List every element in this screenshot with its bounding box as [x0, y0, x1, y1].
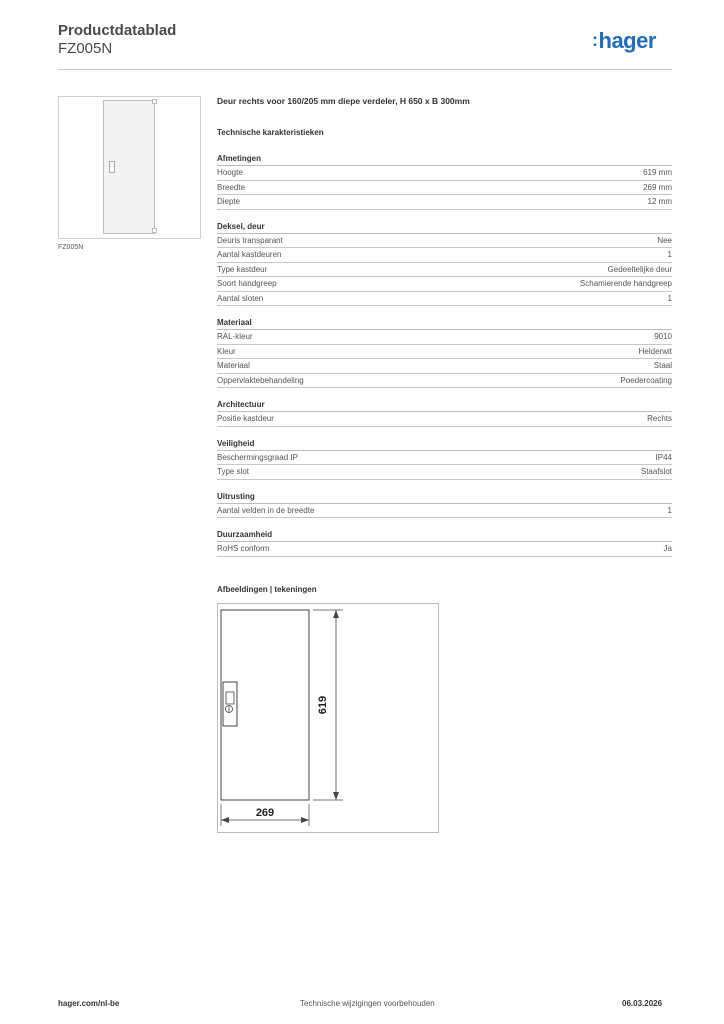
spec-label: RoHS conform	[217, 544, 270, 553]
product-description: Deur rechts voor 160/205 mm diepe verdeler, H 650 x B 300mm	[217, 96, 470, 106]
spec-label: Type slot	[217, 467, 250, 476]
handle-grip	[226, 692, 234, 704]
footer-website-link[interactable]: hager.com/nl-be	[58, 999, 120, 1008]
spec-label: Aantal kastdeuren	[217, 250, 282, 259]
spec-row	[217, 504, 672, 519]
spec-value: Poedercoating	[620, 375, 672, 385]
logo-dots-icon: :	[592, 30, 598, 50]
spec-row	[217, 451, 672, 466]
section-title: Deksel, deur	[217, 220, 672, 234]
spec-value: Schamierende handgreep	[579, 279, 672, 288]
spec-row	[217, 292, 672, 307]
hager-logo[interactable]: :hager	[592, 28, 656, 53]
width-label: 269	[255, 807, 275, 819]
spec-label: Hoogte	[217, 168, 243, 177]
spec-row	[217, 330, 672, 345]
spec-section	[217, 528, 672, 557]
section-title: Afmetingen	[217, 152, 672, 166]
spec-row	[217, 345, 672, 360]
spec-row	[217, 465, 672, 480]
spec-row	[217, 166, 672, 181]
spec-value: 269 mm	[643, 182, 672, 192]
spec-row	[217, 195, 672, 210]
door-outline	[221, 610, 309, 800]
spec-value: Gedeeltelijke deur	[607, 264, 672, 274]
spec-section	[217, 398, 672, 427]
spec-value: Staafslot	[640, 467, 672, 476]
spec-row	[217, 359, 672, 374]
section-title: Materiaal	[217, 316, 672, 330]
spec-value: Ja	[663, 544, 672, 553]
spec-label: Diepte	[217, 197, 241, 206]
door-handle-icon	[109, 161, 115, 173]
spec-label: Kleur	[217, 346, 236, 356]
spec-value: 1	[667, 505, 672, 515]
spec-section	[217, 220, 672, 307]
spec-value: 1	[667, 293, 672, 303]
spec-row	[217, 234, 672, 249]
spec-sections	[217, 152, 672, 557]
drawing-svg	[218, 604, 438, 832]
drawings-heading: Afbeeldingen | tekeningen	[217, 585, 317, 594]
spec-label: Type kastdeur	[217, 264, 268, 274]
spec-row	[217, 542, 672, 557]
spec-label: Breedte	[217, 182, 246, 192]
section-title: Duurzaamheid	[217, 528, 672, 542]
page-title: Productdatablad	[58, 22, 177, 39]
spec-label: Beschermingsgraad IP	[217, 452, 298, 462]
hinge-icon	[152, 228, 157, 233]
tech-heading: Technische karakteristieken	[217, 128, 324, 137]
spec-value: 619 mm	[643, 168, 672, 177]
spec-label: Positie kastdeur	[217, 414, 274, 423]
technical-drawing	[217, 603, 439, 833]
spec-row	[217, 412, 672, 427]
header-divider	[58, 69, 672, 70]
height-label: 619	[317, 695, 329, 715]
spec-section	[217, 437, 672, 480]
spec-value: Helderwit	[638, 346, 672, 356]
spec-value: 12 mm	[647, 197, 672, 206]
spec-value: 9010	[654, 332, 672, 341]
spec-value: IP44	[655, 452, 672, 462]
spec-row	[217, 248, 672, 263]
section-title: Veiligheid	[217, 437, 672, 451]
spec-value: 1	[667, 250, 672, 259]
spec-value: Rechts	[647, 414, 672, 423]
spec-section	[217, 152, 672, 210]
spec-label: Soort handgreep	[217, 279, 277, 288]
spec-row	[217, 277, 672, 292]
door-image	[103, 100, 155, 234]
spec-label: RAL-kleur	[217, 332, 253, 341]
spec-value: Staal	[653, 361, 672, 370]
product-thumbnail	[58, 96, 201, 239]
footer-disclaimer: Technische wijzigingen voorbehouden	[300, 999, 435, 1008]
spec-row	[217, 263, 672, 278]
product-code: FZ005N	[58, 40, 113, 57]
spec-row	[217, 181, 672, 196]
spec-label: Aantal velden in de breedte	[217, 505, 315, 515]
spec-content	[217, 96, 672, 567]
hinge-icon	[152, 99, 157, 104]
spec-section	[217, 490, 672, 519]
footer-date: 06.03.2026	[622, 999, 663, 1008]
spec-label: Materiaal	[217, 361, 250, 370]
spec-section	[217, 316, 672, 388]
section-title: Architectuur	[217, 398, 672, 412]
spec-label: Oppervlaktebehandeling	[217, 375, 304, 385]
thumbnail-caption: FZ005N	[58, 244, 84, 251]
spec-value: Nee	[657, 235, 672, 245]
spec-row	[217, 374, 672, 389]
spec-label: Deuris transparant	[217, 235, 283, 245]
spec-label: Aantal sloten	[217, 293, 264, 303]
section-title: Uitrusting	[217, 490, 672, 504]
